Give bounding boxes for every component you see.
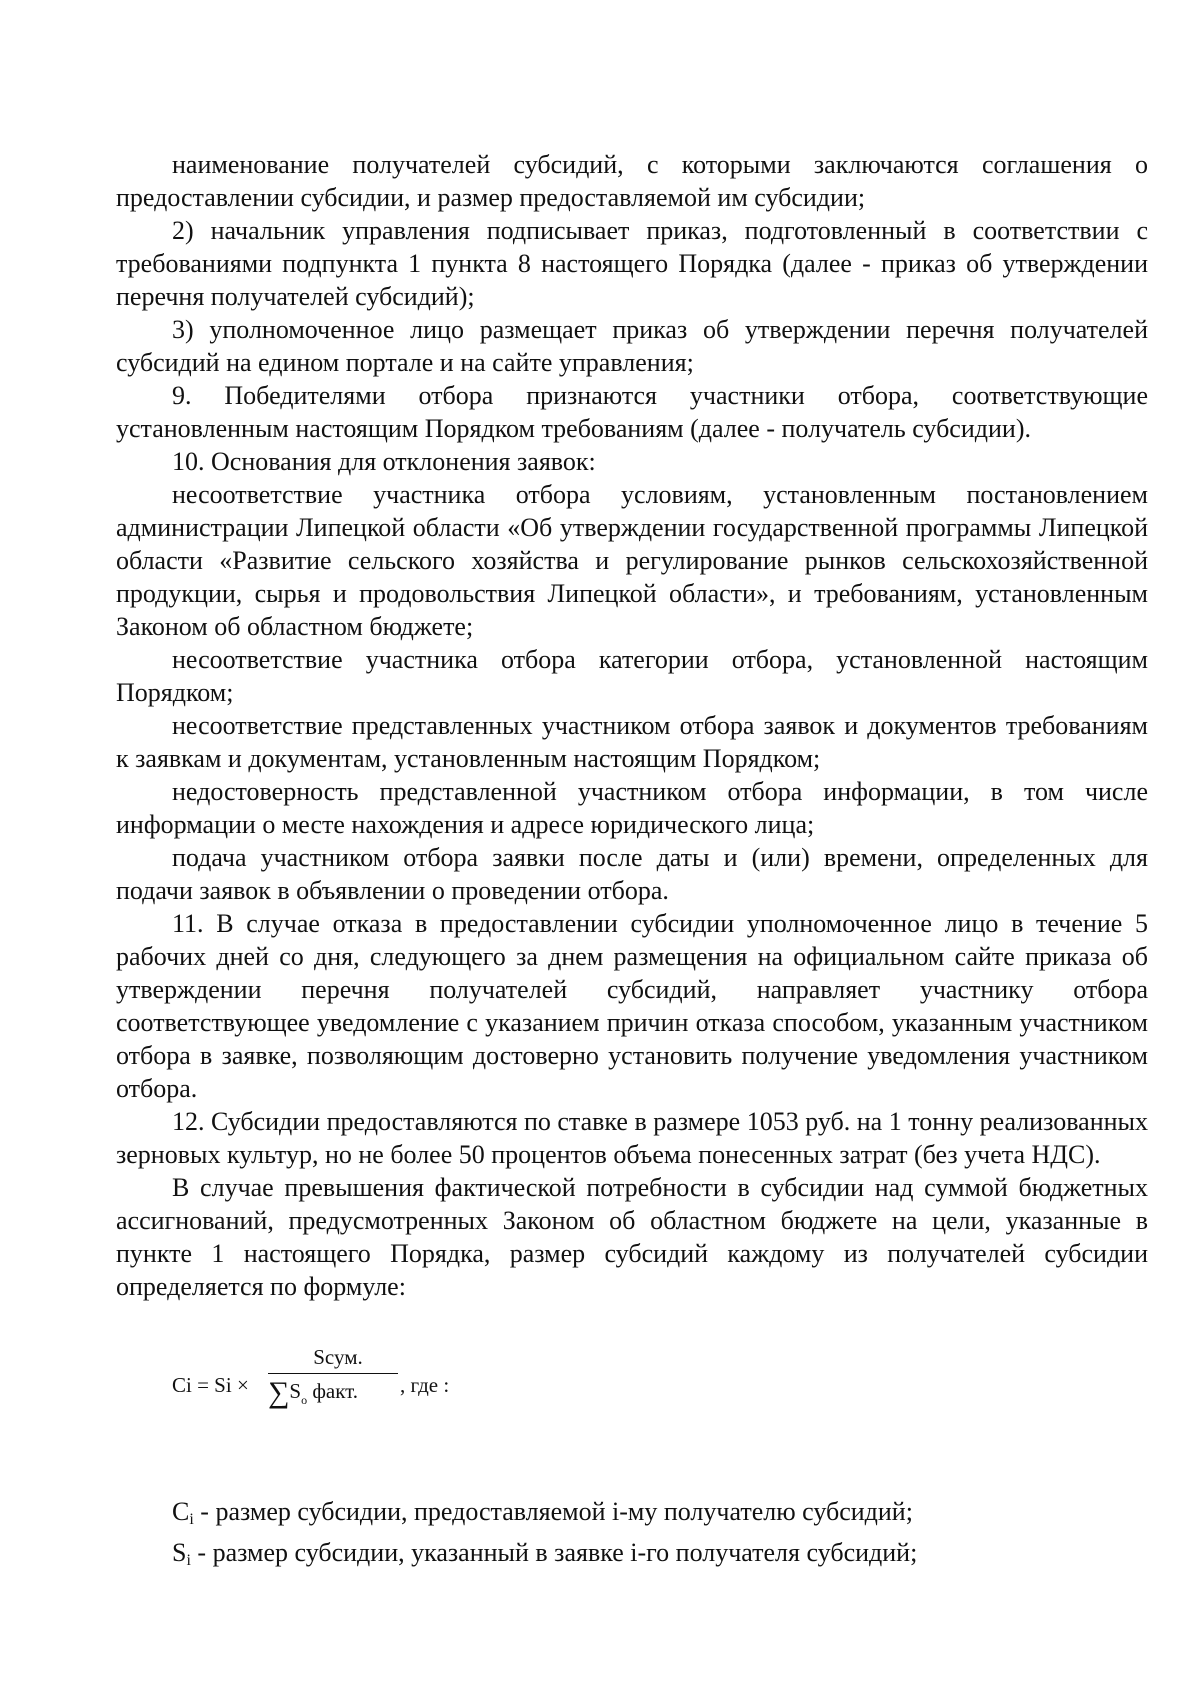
definition-subscript: i <box>186 1552 191 1569</box>
definition-symbol: S <box>172 1538 187 1567</box>
formula-denominator <box>268 1374 398 1408</box>
sigma-symbol: ∑ <box>268 1376 290 1409</box>
paragraph: В случае превышения фактической потребности в субсидии над суммой бюджетных ассигнований, предусмотренных Законом об областном бюджете на цели, указанные в пункте 1 настоящего Порядка, размер субсидий каждому из получателей субсидии определяется по формуле: <box>116 1173 1148 1301</box>
definition-line <box>116 1536 1148 1577</box>
denominator-text: факт. <box>312 1379 359 1403</box>
definition-text: - размер субсидии, указанный в заявке i-го получателя субсидий; <box>190 1538 918 1567</box>
paragraph: 10. Основания для отклонения заявок: <box>172 447 596 476</box>
paragraph: несоответствие участника отбора категории отбора, установленной настоящим Порядком; <box>116 645 1148 707</box>
paragraph: 2) начальник управления подписывает приказ, подготовленный в соответствии с требованиями подпункта 1 пункта 8 настоящего Порядка (далее - приказ об утверждении перечня получателей субсидий); <box>116 216 1148 311</box>
definition-subscript: i <box>189 1511 194 1528</box>
formula-lhs: Ci = Si × <box>172 1373 249 1397</box>
paragraph: подача участником отбора заявки после даты и (или) времени, определенных для подачи заявок в объявлении о проведении отбора. <box>116 843 1148 905</box>
paragraph: 11. В случае отказа в предоставлении субсидии уполномоченное лицо в течение 5 рабочих дней со дня, следующего за днем размещения на официальном сайте приказа об утверждении перечня получателей субсидий, направляет участнику отбора соответствующее уведомление с указанием причин отказа способом, указанным участником отбора в заявке, позволяющим достоверно установить получение уведомления участником отбора. <box>116 909 1148 1103</box>
definition-symbol: C <box>172 1497 190 1526</box>
formula-definitions <box>116 1495 1148 1577</box>
denominator-subscript: o <box>301 1393 308 1407</box>
paragraph: 12. Субсидии предоставляются по ставке в размере 1053 руб. на 1 тонну реализованных зерновых культур, но не более 50 процентов объема понесенных затрат (без учета НДС). <box>116 1107 1148 1169</box>
denominator-symbol: S <box>289 1379 302 1403</box>
formula-numerator: Sсум. <box>313 1345 363 1369</box>
paragraph: 3) уполномоченное лицо размещает приказ об утверждении перечня получателей субсидий на едином портале и на сайте управления; <box>116 315 1148 377</box>
formula-fraction <box>268 1343 398 1408</box>
paragraph: несоответствие представленных участником отбора заявок и документов требованиям к заявкам и документам, установленным настоящим Порядком; <box>116 711 1148 773</box>
paragraph: наименование получателей субсидий, с которыми заключаются соглашения о предоставлении субсидии, и размер предоставляемой им субсидии; <box>116 150 1148 212</box>
paragraph: недостоверность представленной участником отбора информации, в том числе информации о месте нахождения и адресе юридического лица; <box>116 777 1148 839</box>
document-page <box>116 148 1148 1577</box>
definition-line <box>116 1495 1148 1536</box>
paragraph: 9. Победителями отбора признаются участники отбора, соответствующие установленным настоящим Порядком требованиям (далее - получатель субсидии). <box>116 381 1148 443</box>
definition-text: - размер субсидии, предоставляемой i-му получателю субсидий; <box>193 1497 913 1526</box>
paragraph: несоответствие участника отбора условиям, установленным постановлением администрации Липецкой области «Об утверждении государственной программы Липецкой области «Развитие сельского хозяйства и регулирование рынков сельскохозяйственной продукции, сырья и продовольствия Липецкой области», и требованиям, установленным Законом об областном бюджете; <box>116 480 1148 641</box>
formula-tail: , где : <box>400 1373 450 1397</box>
subsidy-formula <box>172 1343 1148 1443</box>
